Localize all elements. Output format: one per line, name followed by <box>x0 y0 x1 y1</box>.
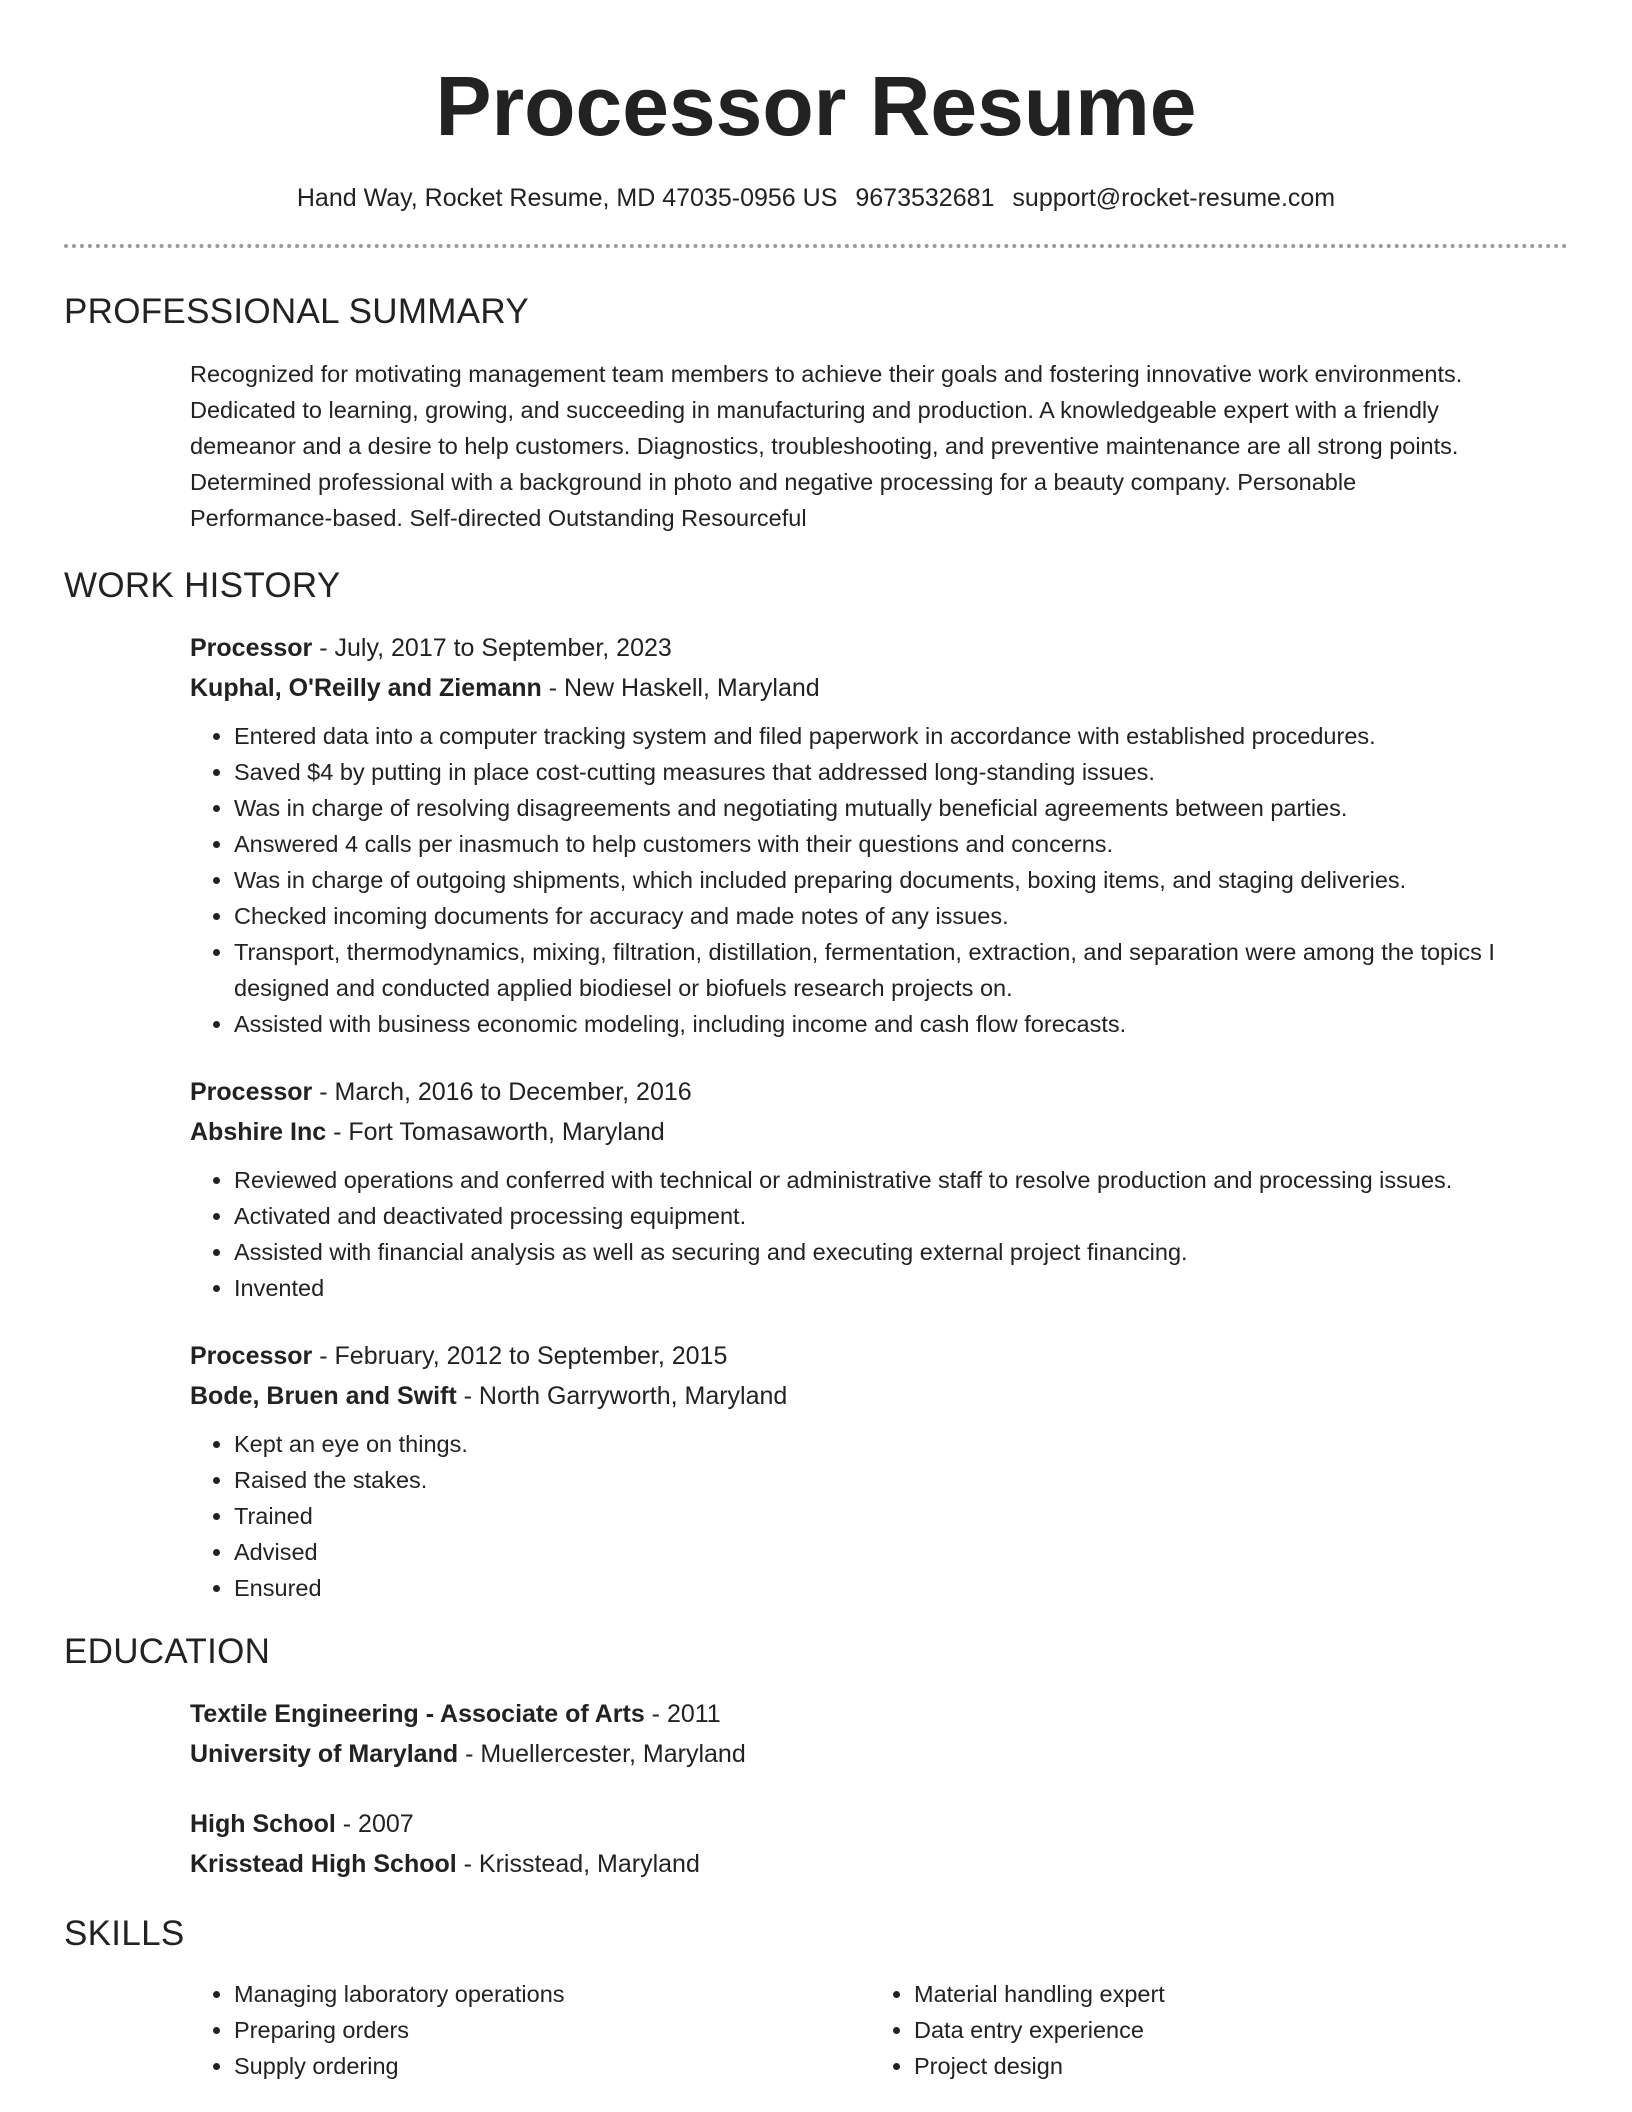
degree: High School <box>190 1810 336 1838</box>
summary-line: demeanor and a desire to help customers. Diagnostics, troubleshooting, and preventive maintenance are all strong points. <box>190 433 1459 459</box>
list-item: • Advised <box>234 1534 1568 1570</box>
summary-heading: PROFESSIONAL SUMMARY <box>64 292 529 331</box>
education-heading: EDUCATION <box>64 1632 271 1671</box>
education-section <box>64 1630 1568 1884</box>
skills-section <box>64 1912 1568 2084</box>
list-item: • Trained <box>234 1498 1568 1534</box>
job-bullets <box>190 1162 1568 1306</box>
header-divider <box>64 244 1568 248</box>
resume-title: Processor Resume <box>435 59 1197 153</box>
skill-item: • Material handling expert <box>914 1976 1550 2012</box>
list-item: • Was in charge of outgoing shipments, which included preparing documents, boxing items, and staging deliveries. <box>234 862 1568 898</box>
job-title: Processor <box>190 634 313 662</box>
phone-text: 9673532681 <box>855 184 995 212</box>
job-title-line <box>190 1336 1568 1376</box>
work-history-section <box>64 564 1568 1606</box>
summary-line: Dedicated to learning, growing, and succeeding in manufacturing and production. A knowledgeable expert with a friendly <box>190 397 1439 423</box>
job-location: - North Garryworth, Maryland <box>456 1382 788 1410</box>
email-link[interactable]: support@rocket-resume.com <box>1012 184 1336 212</box>
list-item: • Answered 4 calls per inasmuch to help customers with their questions and concerns. <box>234 826 1568 862</box>
skills-left-column <box>190 1976 870 2084</box>
work-history-heading: WORK HISTORY <box>64 566 341 605</box>
list-item: • Ensured <box>234 1570 1568 1606</box>
job-company: Bode, Bruen and Swift <box>190 1382 457 1410</box>
school: Krisstead High School <box>190 1850 457 1878</box>
contact-line <box>64 182 1568 214</box>
list-item: • Assisted with financial analysis as well as securing and executing external project financing. <box>234 1234 1568 1270</box>
summary-line: Performance-based. Self-directed Outstanding Resourceful <box>190 505 807 531</box>
job-dates: - July, 2017 to September, 2023 <box>312 634 672 662</box>
job-title: Processor <box>190 1342 313 1370</box>
list-item: • Was in charge of resolving disagreements and negotiating mutually beneficial agreements between parties. <box>234 790 1568 826</box>
job-title-line <box>190 628 1568 668</box>
job-company-line <box>190 1112 1568 1152</box>
job-bullets <box>190 1426 1568 1606</box>
degree-line <box>190 1694 1568 1734</box>
list-item: • Kept an eye on things. <box>234 1426 1568 1462</box>
job-company-line <box>190 668 1568 708</box>
school-line <box>190 1734 1568 1774</box>
list-item: • Assisted with business economic modeling, including income and cash flow forecasts. <box>234 1006 1568 1042</box>
job-dates: - March, 2016 to December, 2016 <box>312 1078 692 1106</box>
skills-right-column <box>870 1976 1550 2084</box>
job-company: Abshire Inc <box>190 1118 327 1146</box>
skills-list-left <box>190 1976 870 2084</box>
skill-item: • Data entry experience <box>914 2012 1550 2048</box>
job-dates: - February, 2012 to September, 2015 <box>312 1342 728 1370</box>
summary-section <box>64 290 1568 536</box>
job-company: Kuphal, O'Reilly and Ziemann <box>190 674 542 702</box>
job-entry <box>190 1072 1568 1306</box>
degree-line <box>190 1804 1568 1844</box>
skills-list-right <box>870 1976 1550 2084</box>
list-item: • Raised the stakes. <box>234 1462 1568 1498</box>
degree: Textile Engineering - Associate of Arts <box>190 1700 645 1728</box>
job-entry <box>190 628 1568 1042</box>
list-item: • Transport, thermodynamics, mixing, filtration, distillation, fermentation, extraction, and separation were among the topics I designed and conducted applied biodiesel or biofuels research projects on. <box>234 934 1568 1006</box>
job-entry <box>190 1336 1568 1606</box>
job-bullets <box>190 718 1568 1042</box>
list-item: • Entered data into a computer tracking system and filed paperwork in accordance with established procedures. <box>234 718 1568 754</box>
list-item: • Saved $4 by putting in place cost-cutting measures that addressed long-standing issues. <box>234 754 1568 790</box>
summary-line: Recognized for motivating management team members to achieve their goals and fostering innovative work environments. <box>190 361 1463 387</box>
summary-text <box>190 356 1568 536</box>
skill-item: • Supply ordering <box>234 2048 870 2084</box>
summary-line: Determined professional with a background in photo and negative processing for a beauty company. Personable <box>190 469 1357 495</box>
list-item: • Checked incoming documents for accuracy and made notes of any issues. <box>234 898 1568 934</box>
education-entry <box>190 1804 1568 1884</box>
degree-year: - 2011 <box>644 1700 721 1728</box>
skill-item: • Project design <box>914 2048 1550 2084</box>
job-company-line <box>190 1376 1568 1416</box>
job-title: Processor <box>190 1078 313 1106</box>
skills-columns <box>190 1976 1568 2084</box>
school-location: - Muellercester, Maryland <box>458 1740 746 1768</box>
degree-year: - 2007 <box>335 1810 414 1838</box>
education-entry <box>190 1694 1568 1774</box>
list-item: • Activated and deactivated processing equipment. <box>234 1198 1568 1234</box>
address-text: Hand Way, Rocket Resume, MD 47035-0956 US <box>296 184 838 212</box>
list-item: • Reviewed operations and conferred with technical or administrative staff to resolve production and processing issues. <box>234 1162 1568 1198</box>
school-line <box>190 1844 1568 1884</box>
job-location: - New Haskell, Maryland <box>541 674 820 702</box>
skill-item: • Preparing orders <box>234 2012 870 2048</box>
school-location: - Krisstead, Maryland <box>456 1850 700 1878</box>
job-location: - Fort Tomasaworth, Maryland <box>326 1118 665 1146</box>
list-item: • Invented <box>234 1270 1568 1306</box>
skill-item: • Managing laboratory operations <box>234 1976 870 2012</box>
school: University of Maryland <box>190 1740 459 1768</box>
job-title-line <box>190 1072 1568 1112</box>
skills-heading: SKILLS <box>64 1914 185 1953</box>
resume-page <box>64 0 1568 2084</box>
